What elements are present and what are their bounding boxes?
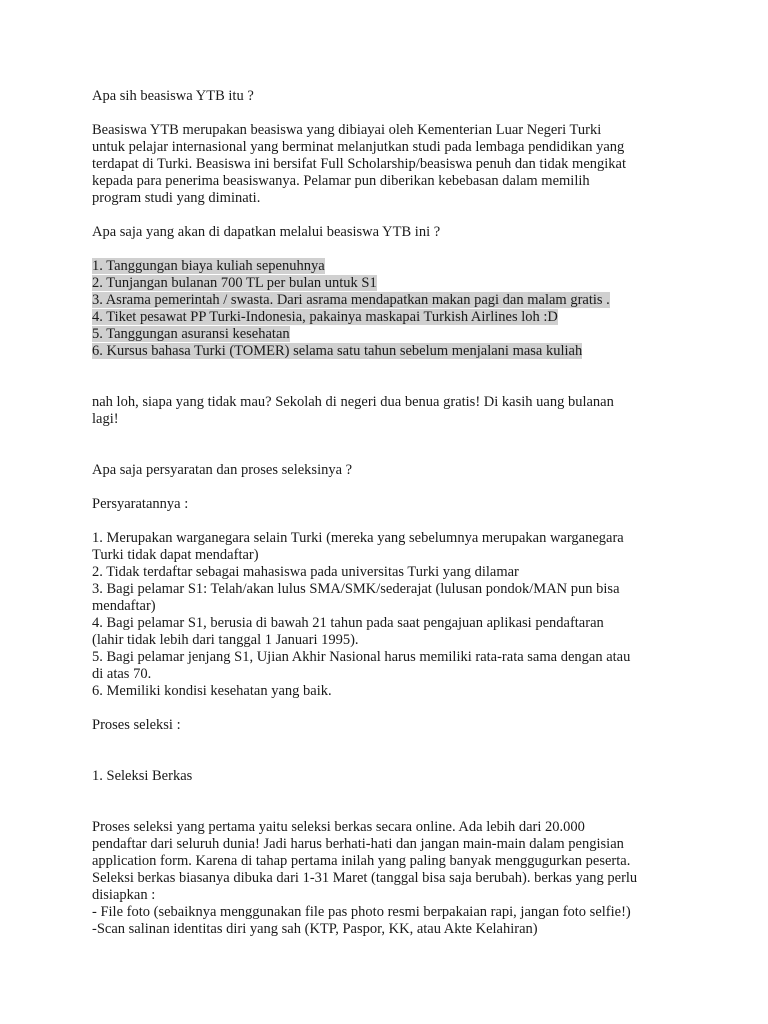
paragraph-line: disiapkan : (92, 887, 156, 903)
paragraph-line: nah loh, siapa yang tidak mau? Sekolah di negeri dua benua gratis! Di kasih uang bulanan (92, 394, 614, 410)
paragraph-line: terdapat di Turki. Beasiswa ini bersifat Full Scholarship/beasiswa penuh dan tidak mengikat (92, 156, 626, 172)
benefit-item: 5. Tanggungan asuransi kesehatan (92, 326, 290, 342)
intro-paragraph (92, 122, 692, 207)
paragraph-line: lagi! (92, 411, 119, 427)
intro-question: Apa sih beasiswa YTB itu ? (92, 88, 254, 104)
benefit-item: 4. Tiket pesawat PP Turki-Indonesia, pakainya maskapai Turkish Airlines loh :D (92, 309, 558, 325)
paragraph-line: kepada para penerima beasiswanya. Pelamar pun diberikan kebebasan dalam memilih (92, 173, 590, 189)
paragraph-line: program studi yang diminati. (92, 190, 261, 206)
requirement-line: di atas 70. (92, 666, 152, 682)
requirements-question: Apa saja persyaratan dan proses seleksinya ? (92, 462, 353, 478)
paragraph-line: - File foto (sebaiknya menggunakan file pas photo resmi berpakaian rapi, jangan foto selfie!) (92, 904, 631, 920)
paragraph-line: untuk pelajar internasional yang berminat melanjutkan studi pada lembaga pendidikan yang (92, 139, 625, 155)
paragraph-line: pendaftar dari seluruh dunia! Jadi harus berhati-hati dan jangan main-main dalam pengisian (92, 836, 624, 852)
requirement-line: mendaftar) (92, 598, 156, 614)
requirement-line: (lahir tidak lebih dari tanggal 1 Januari 1995). (92, 632, 359, 648)
step1-paragraph (92, 819, 692, 938)
requirement-line: Turki tidak dapat mendaftar) (92, 547, 259, 563)
paragraph-line: Proses seleksi yang pertama yaitu seleksi berkas secara online. Ada lebih dari 20.000 (92, 819, 585, 835)
requirements-heading: Persyaratannya : (92, 496, 189, 512)
requirement-line: 4. Bagi pelamar S1, berusia di bawah 21 tahun pada saat pengajuan aplikasi pendaftaran (92, 615, 604, 631)
process-heading: Proses seleksi : (92, 717, 181, 733)
requirements-list (92, 530, 692, 700)
benefit-item: 6. Kursus bahasa Turki (TOMER) selama satu tahun sebelum menjalani masa kuliah (92, 343, 583, 359)
benefit-item: 3. Asrama pemerintah / swasta. Dari asrama mendapatkan makan pagi dan malam gratis . (92, 292, 610, 308)
benefit-item: 1. Tanggungan biaya kuliah sepenuhnya (92, 258, 325, 274)
comment-paragraph (92, 394, 692, 428)
paragraph-line: -Scan salinan identitas diri yang sah (KTP, Paspor, KK, atau Akte Kelahiran) (92, 921, 538, 937)
document-page (92, 88, 692, 938)
benefits-question: Apa saja yang akan di dapatkan melalui beasiswa YTB ini ? (92, 224, 441, 240)
requirement-line: 2. Tidak terdaftar sebagai mahasiswa pada universitas Turki yang dilamar (92, 564, 519, 580)
requirement-line: 5. Bagi pelamar jenjang S1, Ujian Akhir Nasional harus memiliki rata-rata sama dengan atau (92, 649, 631, 665)
requirement-line: 3. Bagi pelamar S1: Telah/akan lulus SMA/SMK/sederajat (lulusan pondok/MAN pun bisa (92, 581, 620, 597)
requirement-line: 1. Merupakan warganegara selain Turki (mereka yang sebelumnya merupakan warganegara (92, 530, 624, 546)
benefit-item: 2. Tunjangan bulanan 700 TL per bulan untuk S1 (92, 275, 377, 291)
requirement-line: 6. Memiliki kondisi kesehatan yang baik. (92, 683, 332, 699)
paragraph-line: application form. Karena di tahap pertama inilah yang paling banyak menggugurkan peserta. (92, 853, 631, 869)
step1-title: 1. Seleksi Berkas (92, 768, 193, 784)
benefits-list (92, 258, 692, 360)
paragraph-line: Seleksi berkas biasanya dibuka dari 1-31 Maret (tanggal bisa saja berubah). berkas yang perlu (92, 870, 638, 886)
paragraph-line: Beasiswa YTB merupakan beasiswa yang dibiayai oleh Kementerian Luar Negeri Turki (92, 122, 602, 138)
